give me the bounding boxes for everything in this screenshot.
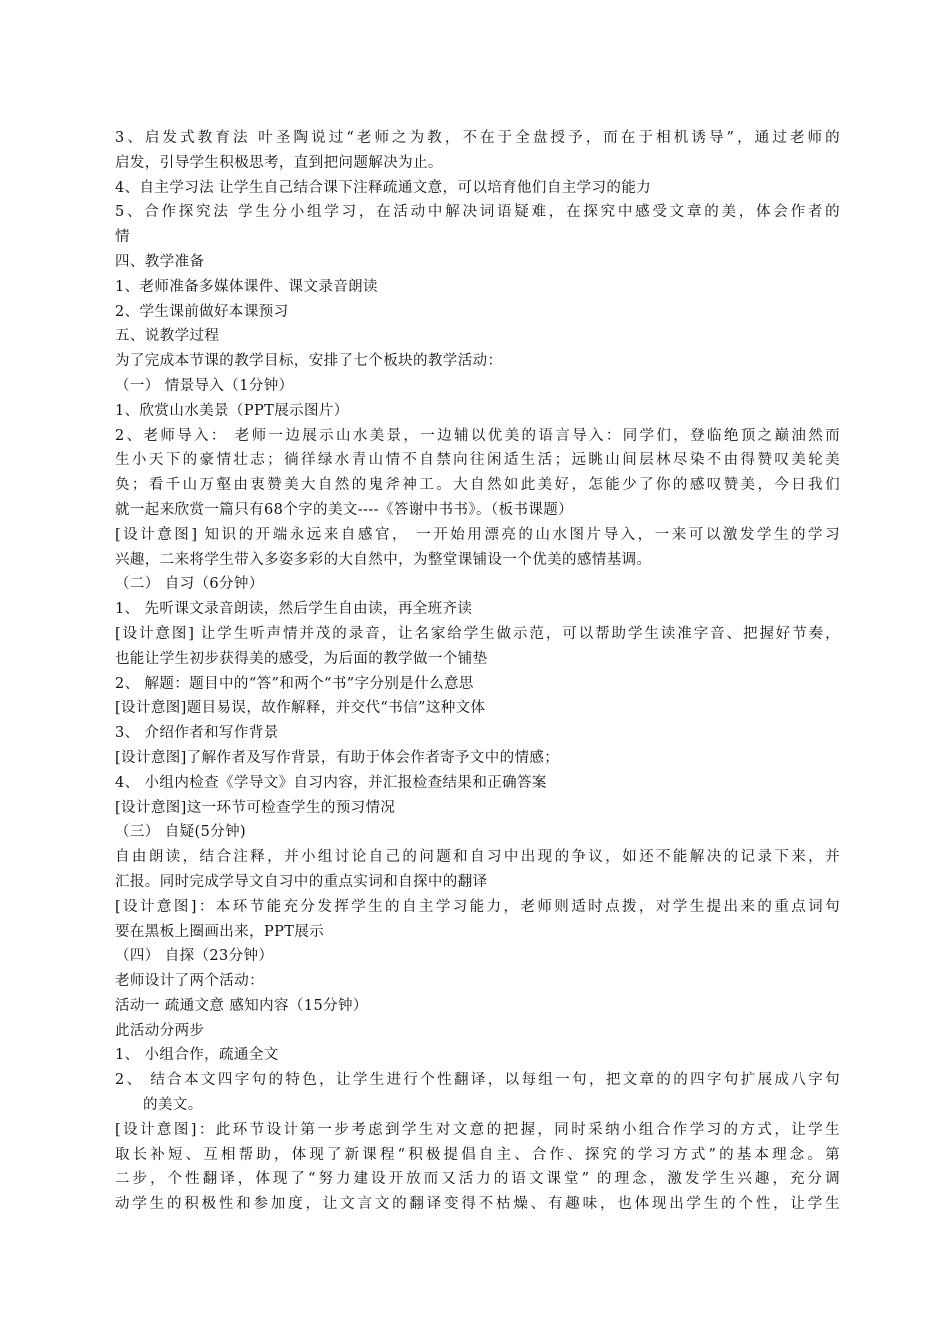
- text-line: 二步，个性翻译，体现了“努力建设开放而又活力的语文课堂” 的理念，激发学生兴趣，充分调: [115, 1171, 840, 1188]
- text-line: （四） 自探（23分钟）: [115, 948, 274, 965]
- text-line: [设计意图]：此环节设计第一步考虑到学生对文意的把握，同时采纳小组合作学习的方式，让学生: [115, 1121, 840, 1138]
- text-line: 1、 先听课文录音朗读，然后学生自由读，再全班齐读: [115, 601, 473, 618]
- text-line: 汇报。同时完成学导文自习中的重点实词和自探中的翻译: [115, 873, 488, 890]
- text-line: 活动一 疏通文意 感知内容（15分钟）: [115, 997, 368, 1014]
- text-line: 2、学生课前做好本课预习: [115, 303, 289, 320]
- text-line: [设计意图]题目易误，故作解释，并交代“书信”这种文体: [115, 700, 486, 717]
- text-line: 2、 解题：题目中的“答”和两个“书”字分别是什么意思: [115, 675, 474, 692]
- text-line: 1、老师准备多媒体课件、课文录音朗读: [115, 278, 378, 295]
- text-line: 3、 介绍作者和写作背景: [115, 725, 279, 742]
- text-line: （三） 自疑(5分钟): [115, 824, 247, 841]
- text-line: 3、启发式教育法 叶圣陶说过“老师之为教，不在于全盘授予，而在于相机诱导”，通过老师的: [115, 130, 840, 146]
- text-line: 要在黑板上圈画出来，PPT展示: [115, 923, 325, 940]
- text-line: 就一起来欣赏一篇只有68个字的美文----《答谢中书书》。（板书课题）: [115, 501, 574, 518]
- text-line: [设计意图] 知识的开端永远来自感官， 一开始用漂亮的山水图片导入，一来可以激发学生的学习: [115, 526, 840, 543]
- text-line: [设计意图]：本环节能充分发挥学生的自主学习能力，老师则适时点拨，对学生提出来的重点词句: [115, 898, 840, 915]
- text-line: （二） 自习（6分钟）: [115, 576, 264, 593]
- text-line: 5、合作探究法 学生分小组学习，在活动中解决词语疑难，在探究中感受文章的美，体会作者的: [115, 204, 840, 221]
- text-line: 兴趣，二来将学生带入多姿多彩的大自然中，为整堂课铺设一个优美的感情基调。: [115, 551, 652, 568]
- text-line: 4、自主学习法 让学生自己结合课下注释疏通文意，可以培育他们自主学习的能力: [115, 179, 652, 196]
- text-line: 4、 小组内检查《学导文》自习内容，并汇报检查结果和正确答案: [115, 774, 547, 791]
- text-line: 的美文。: [143, 1097, 203, 1114]
- text-line: [设计意图] 让学生听声情并茂的录音，让名家给学生做示范，可以帮助学生读准字音、把握好节奏，: [115, 625, 840, 642]
- text-line: 取长补短、互相帮助，体现了新课程“积极提倡自主、合作、探究的学习方式”的基本理念。第: [115, 1146, 840, 1163]
- text-line: （一） 情景导入（1分钟）: [115, 377, 294, 394]
- text-line: 老师设计了两个活动：: [115, 973, 264, 990]
- text-line: 五、说教学过程: [115, 328, 220, 345]
- text-line: 2、 结合本文四字句的特色，让学生进行个性翻译，以每组一句，把文章的的四字句扩展成八字句: [115, 1072, 840, 1089]
- text-line: 1、 小组合作，疏通全文: [115, 1047, 279, 1064]
- text-line: 2、老师导入： 老师一边展示山水美景，一边辅以优美的语言导入：同学们，登临绝顶之巅油然而: [115, 427, 840, 444]
- text-line: 动学生的积极性和参加度，让文言文的翻译变得不枯燥、有趣味，也体现出学生的个性，让学生: [115, 1196, 840, 1213]
- text-line: 启发，引导学生积极思考，直到把问题解决为止。: [115, 154, 443, 171]
- text-line: 也能让学生初步获得美的感受，为后面的教学做一个铺垫: [115, 650, 488, 667]
- text-line: [设计意图]了解作者及写作背景，有助于体会作者寄予文中的情感；: [115, 749, 560, 766]
- text-line: 生小天下的豪情壮志；徜徉绿水青山情不自禁向往闲适生活；远眺山间层林尽染不由得赞叹美轮美: [115, 452, 840, 469]
- text-line: 此活动分两步: [115, 1022, 205, 1039]
- text-line: 自由朗读，结合注释，并小组讨论自己的问题和自习中出现的争议，如还不能解决的记录下来，并: [115, 849, 840, 866]
- text-line: 为了完成本节课的教学目标，安排了七个板块的教学活动：: [115, 353, 503, 370]
- text-line: 奂；看千山万壑由衷赞美大自然的鬼斧神工。大自然如此美好，怎能少了你的感叹赞美，今日我们: [115, 477, 840, 494]
- text-line: 四、教学准备: [115, 253, 205, 270]
- text-line: [设计意图]这一环节可检查学生的预习情况: [115, 799, 396, 816]
- text-line: 情: [115, 229, 130, 246]
- text-line: 1、欣赏山水美景（PPT展示图片）: [115, 402, 349, 419]
